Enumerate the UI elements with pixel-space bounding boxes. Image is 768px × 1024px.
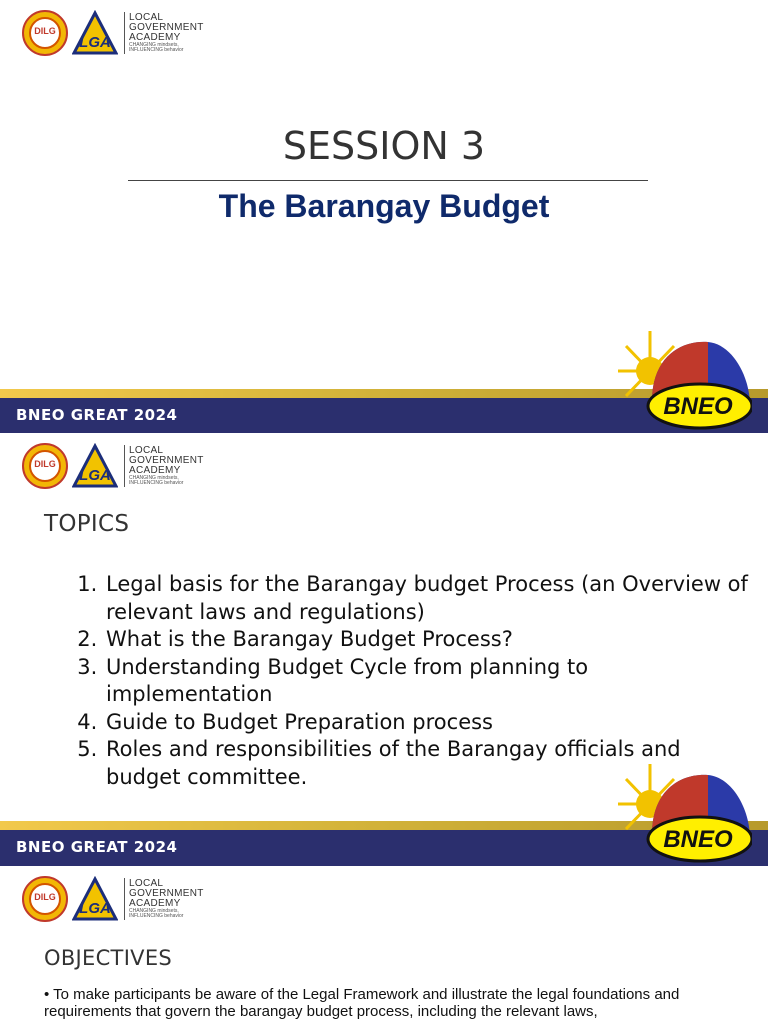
bneo-badge-logo (612, 326, 752, 433)
svg-text:BNEO: BNEO (663, 826, 733, 853)
lga-logo-icon (72, 876, 118, 922)
slide-session-title (0, 0, 768, 433)
topic-item: 5. Roles and responsibilities of the Barangay officials and budget committee. (104, 736, 754, 791)
dilg-seal-logo: DILG (22, 876, 68, 922)
dilg-seal-logo: DILG (22, 10, 68, 56)
svg-text:LGA: LGA (79, 467, 111, 484)
slide-objectives (0, 866, 768, 1024)
title-divider (128, 180, 648, 181)
footer-label: BNEO GREAT 2024 (16, 838, 178, 856)
svg-text:LGA: LGA (79, 900, 111, 917)
objective-bullet: • To make participants be aware of the Legal Framework and illustrate the legal foundations and requirements that govern the barangay budget process, including the relevant laws, (44, 986, 680, 1020)
lga-logo-icon (72, 10, 118, 56)
topic-item: 3. Understanding Budget Cycle from planning to implementation (104, 654, 754, 709)
topic-item: 1. Legal basis for the Barangay budget Process (an Overview of relevant laws and regulations) (104, 571, 754, 626)
header-logos (22, 874, 204, 924)
header-logos (22, 8, 204, 58)
svg-text:LGA: LGA (79, 34, 111, 51)
slide-topics (0, 433, 768, 866)
svg-text:BNEO: BNEO (663, 393, 733, 420)
topics-list (64, 571, 754, 791)
topic-item: 2. What is the Barangay Budget Process? (104, 626, 754, 654)
objectives-heading: OBJECTIVES (44, 946, 173, 970)
session-title: SESSION 3 (282, 124, 486, 168)
topics-heading: TOPICS (44, 511, 130, 537)
header-logos (22, 441, 204, 491)
bneo-badge-logo (612, 759, 752, 866)
dilg-seal-logo: DILG (22, 443, 68, 489)
footer-label: BNEO GREAT 2024 (16, 406, 178, 424)
topic-item: 4. Guide to Budget Preparation process (104, 709, 754, 737)
academy-wordmark: LOCAL GOVERNMENT ACADEMY CHANGING mindsets, INFLUENCING behavior (129, 445, 204, 486)
lga-logo-icon (72, 443, 118, 489)
session-subtitle: The Barangay Budget (218, 188, 550, 224)
academy-wordmark: LOCAL GOVERNMENT ACADEMY CHANGING mindsets, INFLUENCING behavior (129, 12, 204, 53)
academy-wordmark: LOCAL GOVERNMENT ACADEMY CHANGING mindsets, INFLUENCING behavior (129, 878, 204, 919)
